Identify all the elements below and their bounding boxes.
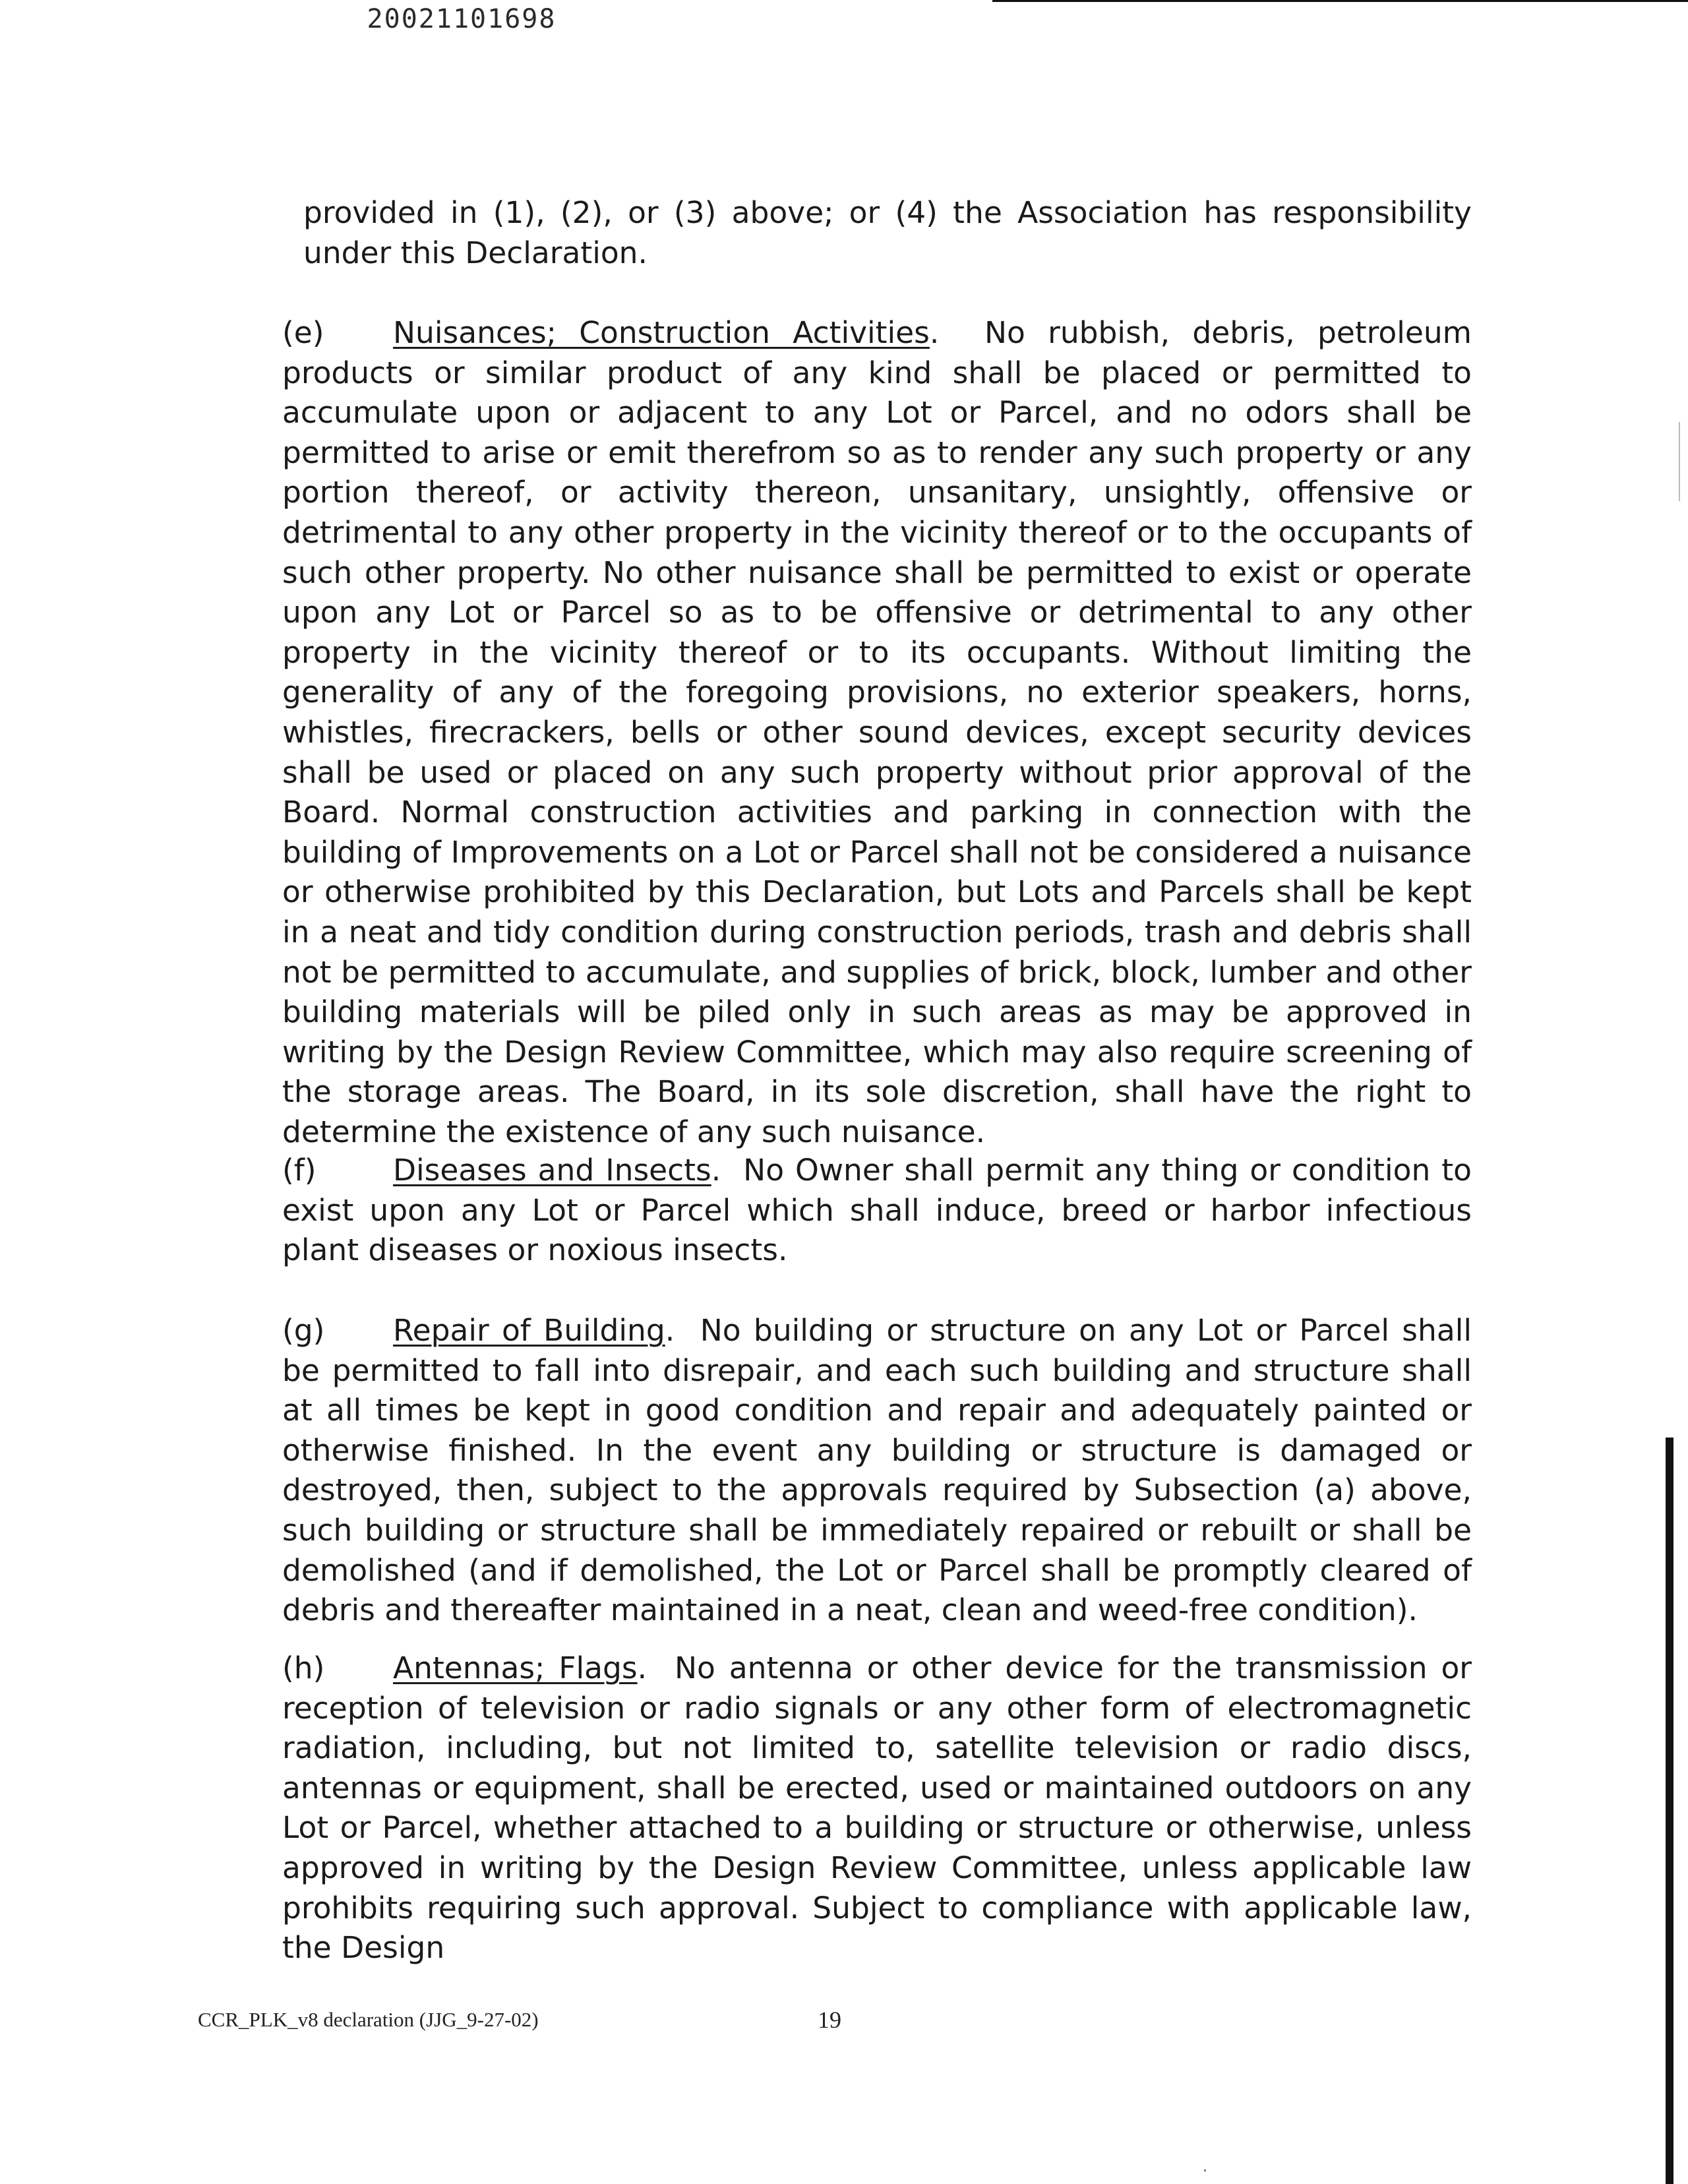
- section-h: (h) Antennas; Flags. No antenna or other device for the transmission or reception of television or radio signals or any other form of electromagnetic radiation, including, but not limited to, satellite television or radio discs, antennas or equipment, shall be erected, used or maintained outdoors on any Lot or Parcel, whether attached to a building or structure or otherwise, unless approved in writing by the Design Review Committee, unless applicable law prohibits requiring such approval. Subject to compliance with applicable law, the Design: [282, 1649, 1472, 1968]
- section-text: No building or structure on any Lot or Parcel shall be permitted to fall into disrepair, and each such building and structure shall at all times be kept in good condition and repair and adequately painted or otherwise finished. In the event any building or structure is damaged or destroyed, then, subject to the approvals required by Subsection (a) above, such building or structure shall be immediately repaired or rebuilt or shall be demolished (and if demolished, the Lot or Parcel shall be promptly cleared of debris and thereafter maintained in a neat, clean and weed-free condition).: [282, 1313, 1472, 1628]
- section-e: (e) Nuisances; Construction Activities. No rubbish, debris, petroleum products or similar product of any kind shall be placed or permitted to accumulate upon or adjacent to any Lot or Parcel, and no odors shall be permitted to arise or emit therefrom so as to render any such property or any portion thereof, or activity thereon, unsanitary, unsightly, offensive or detrimental to any other property in the vicinity thereof or to the occupants of such other property. No other nuisance shall be permitted to exist or operate upon any Lot or Parcel so as to be offensive or detrimental to any other property in the vicinity thereof or to its occupants. Without limiting the generality of any of the foregoing provisions, no exterior speakers, horns, whistles, firecrackers, bells or other sound devices, except security devices shall be used or placed on any such property without prior approval of the Board. Normal construction activities and parking in connection with the building of Improvements on a Lot or Parcel shall not be considered a nuisance or otherwise prohibited by this Declaration, but Lots and Parcels shall be kept in a neat and tidy condition during construction periods, trash and debris shall not be permitted to accumulate, and supplies of brick, block, lumber and other building materials will be piled only in such areas as may be approved in writing by the Design Review Committee, which may also require screening of the storage areas. The Board, in its sole discretion, shall have the right to determine the existence of any such nuisance.: [282, 313, 1472, 1152]
- section-heading: Nuisances; Construction Activities: [393, 315, 930, 350]
- scan-speck: [1204, 2169, 1206, 2171]
- section-heading: Diseases and Insects: [393, 1153, 711, 1188]
- document-number: 20021101698: [367, 4, 557, 34]
- section-g: (g) Repair of Building. No building or structure on any Lot or Parcel shall be permitted to fall into disrepair, and each such building and structure shall at all times be kept in good condition and repair and adequately painted or otherwise finished. In the event any building or structure is damaged or destroyed, then, subject to the approvals required by Subsection (a) above, such building or structure shall be immediately repaired or rebuilt or shall be demolished (and if demolished, the Lot or Parcel shall be promptly cleared of debris and thereafter maintained in a neat, clean and weed-free condition).: [282, 1311, 1472, 1631]
- intro-paragraph: [303, 193, 1472, 273]
- section-text: No antenna or other device for the transmission or reception of television or radio signals or any other form of electromagnetic radiation, including, but not limited to, satellite television or radio discs, antennas or equipment, shall be erected, used or maintained outdoors on any Lot or Parcel, whether attached to a building or structure or otherwise, unless approved in writing by the Design Review Committee, unless applicable law prohibits requiring such approval. Subject to compliance with applicable law, the Design: [282, 1651, 1472, 1966]
- section-label: (g): [282, 1313, 325, 1348]
- section-text: No Owner shall permit any thing or condition to exist upon any Lot or Parcel which shall induce, breed or harbor infectious plant diseases or noxious insects.: [282, 1153, 1472, 1268]
- section-f: (f) Diseases and Insects. No Owner shall permit any thing or condition to exist upon any Lot or Parcel which shall induce, breed or harbor infectious plant diseases or noxious insects.: [282, 1151, 1472, 1271]
- section-label: (f): [282, 1153, 316, 1188]
- section-label: (e): [282, 315, 324, 350]
- scan-edge-mark: [1679, 422, 1680, 501]
- section-heading: Repair of Building: [393, 1313, 665, 1348]
- top-rule: [992, 0, 1688, 2]
- footer-file-label: CCR_PLK_v8 declaration (JJG_9-27-02): [198, 2008, 539, 2031]
- scan-edge-bar: [1666, 1438, 1673, 2184]
- page-number: 19: [818, 2007, 841, 2033]
- section-text: No rubbish, debris, petroleum products or similar product of any kind shall be placed or permitted to accumulate upon or adjacent to any Lot or Parcel, and no odors shall be permitted to arise or emit therefrom so as to render any such property or any portion thereof, or activity thereon, unsanitary, unsightly, offensive or detrimental to any other property in the vicinity thereof or to the occupants of such other property. No other nuisance shall be permitted to exist or operate upon any Lot or Parcel so as to be offensive or detrimental to any other property in the vicinity thereof or to its occupants. Without limiting the generality of any of the foregoing provisions, no exterior speakers, horns, whistles, firecrackers, bells or other sound devices, except security devices shall be used or placed on any such property without prior approval of the Board. Normal construction activities and parking in connection with the building of Improvements on a Lot or Parcel shall not be considered a nuisance or otherwise prohibited by this Declaration, but Lots and Parcels shall be kept in a neat and tidy condition during construction periods, trash and debris shall not be permitted to accumulate, and supplies of brick, block, lumber and other building materials will be piled only in such areas as may be approved in writing by the Design Review Committee, which may also require screening of the storage areas. The Board, in its sole discretion, shall have the right to determine the existence of any such nuisance.: [282, 315, 1472, 1149]
- intro-text: provided in (1), (2), or (3) above; or (4) the Association has responsibility under this Declaration.: [303, 195, 1472, 270]
- section-label: (h): [282, 1651, 325, 1685]
- section-heading: Antennas; Flags: [393, 1651, 638, 1685]
